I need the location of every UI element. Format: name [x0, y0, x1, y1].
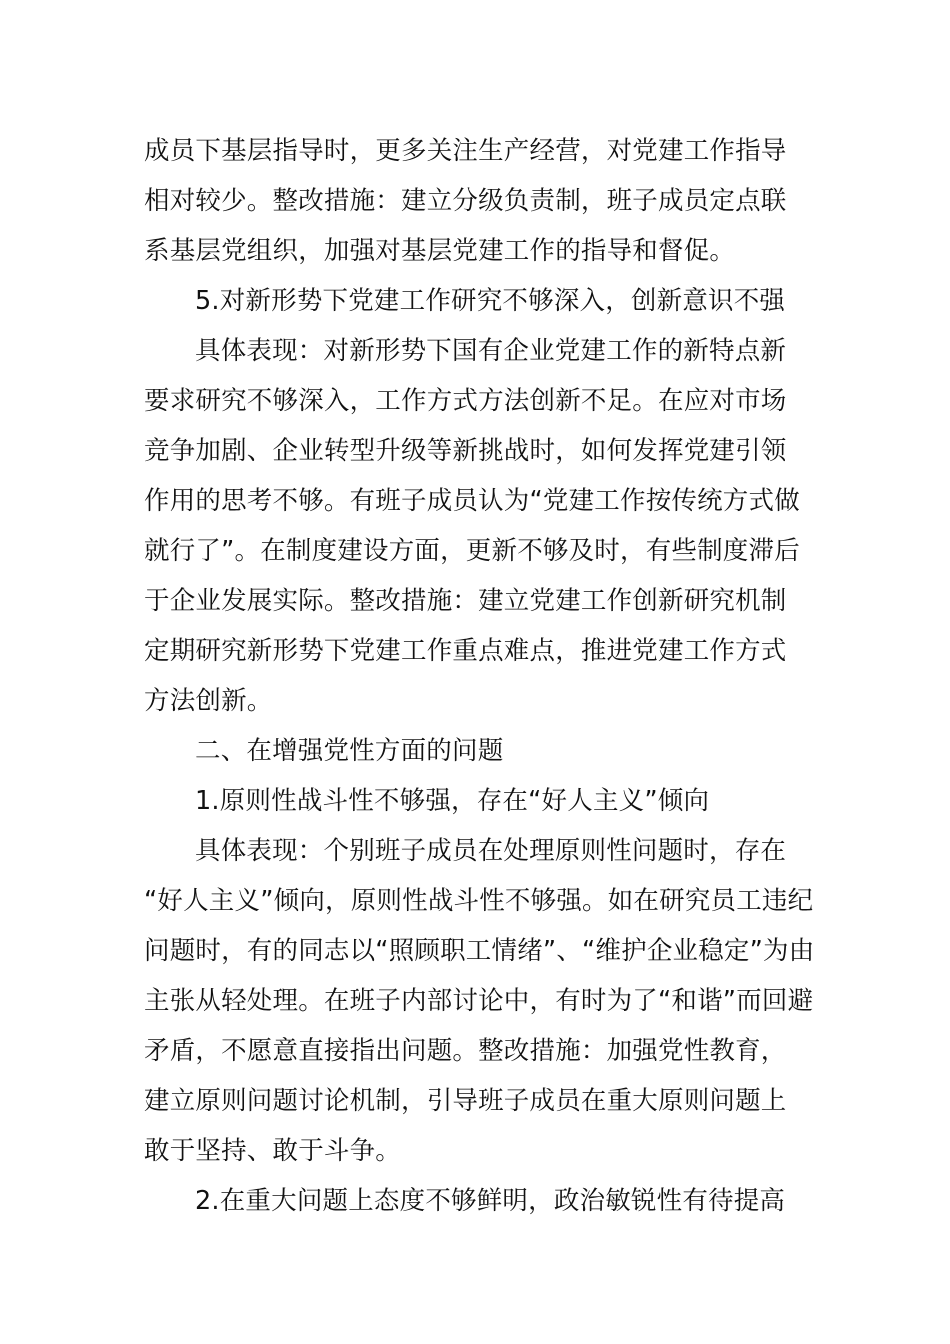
paragraph-line: 建立原则问题讨论机制，引导班子成员在重大原则问题上 — [144, 1086, 787, 1116]
section-heading: 1.原则性战斗性不够强，存在“好人主义”倾向 — [195, 786, 710, 816]
paragraph-line: 就行了”。在制度建设方面，更新不够及时，有些制度滞后 — [144, 536, 800, 566]
paragraph-line: 于企业发展实际。整改措施：建立党建工作创新研究机制 — [144, 586, 787, 616]
paragraph-line: 竞争加剧、企业转型升级等新挑战时，如何发挥党建引领 — [144, 436, 787, 466]
section-heading: 5.对新形势下党建工作研究不够深入，创新意识不强 — [195, 286, 786, 316]
paragraph-line: 相对较少。整改措施：建立分级负责制，班子成员定点联 — [144, 186, 787, 216]
paragraph-line: “好人主义”倾向，原则性战斗性不够强。如在研究员工违纪 — [144, 886, 814, 916]
paragraph-line: 系基层党组织，加强对基层党建工作的指导和督促。 — [144, 236, 736, 266]
paragraph-line: 具体表现：个别班子成员在处理原则性问题时，存在 — [195, 836, 787, 866]
paragraph-line: 问题时，有的同志以“照顾职工情绪”、“维护企业稳定”为由 — [144, 936, 815, 966]
paragraph-line: 矛盾，不愿意直接指出问题。整改措施：加强党性教育， — [144, 1036, 787, 1066]
paragraph-line: 作用的思考不够。有班子成员认为“党建工作按传统方式做 — [144, 486, 800, 516]
paragraph-line: 具体表现：对新形势下国有企业党建工作的新特点新 — [195, 336, 787, 366]
paragraph-line: 主张从轻处理。在班子内部讨论中，有时为了“和谐”而回避 — [144, 986, 814, 1016]
paragraph-line: 方法创新。 — [144, 686, 273, 716]
paragraph-line: 要求研究不够深入，工作方式方法创新不足。在应对市场 — [144, 386, 787, 416]
paragraph-line: 敢于坚持、敢于斗争。 — [144, 1136, 402, 1166]
section-heading: 2.在重大问题上态度不够鲜明，政治敏锐性有待提高 — [195, 1186, 786, 1216]
paragraph-line: 定期研究新形势下党建工作重点难点，推进党建工作方式 — [144, 636, 787, 666]
paragraph-line: 成员下基层指导时，更多关注生产经营，对党建工作指导 — [144, 136, 787, 166]
section-heading: 二、在增强党性方面的问题 — [195, 736, 504, 766]
